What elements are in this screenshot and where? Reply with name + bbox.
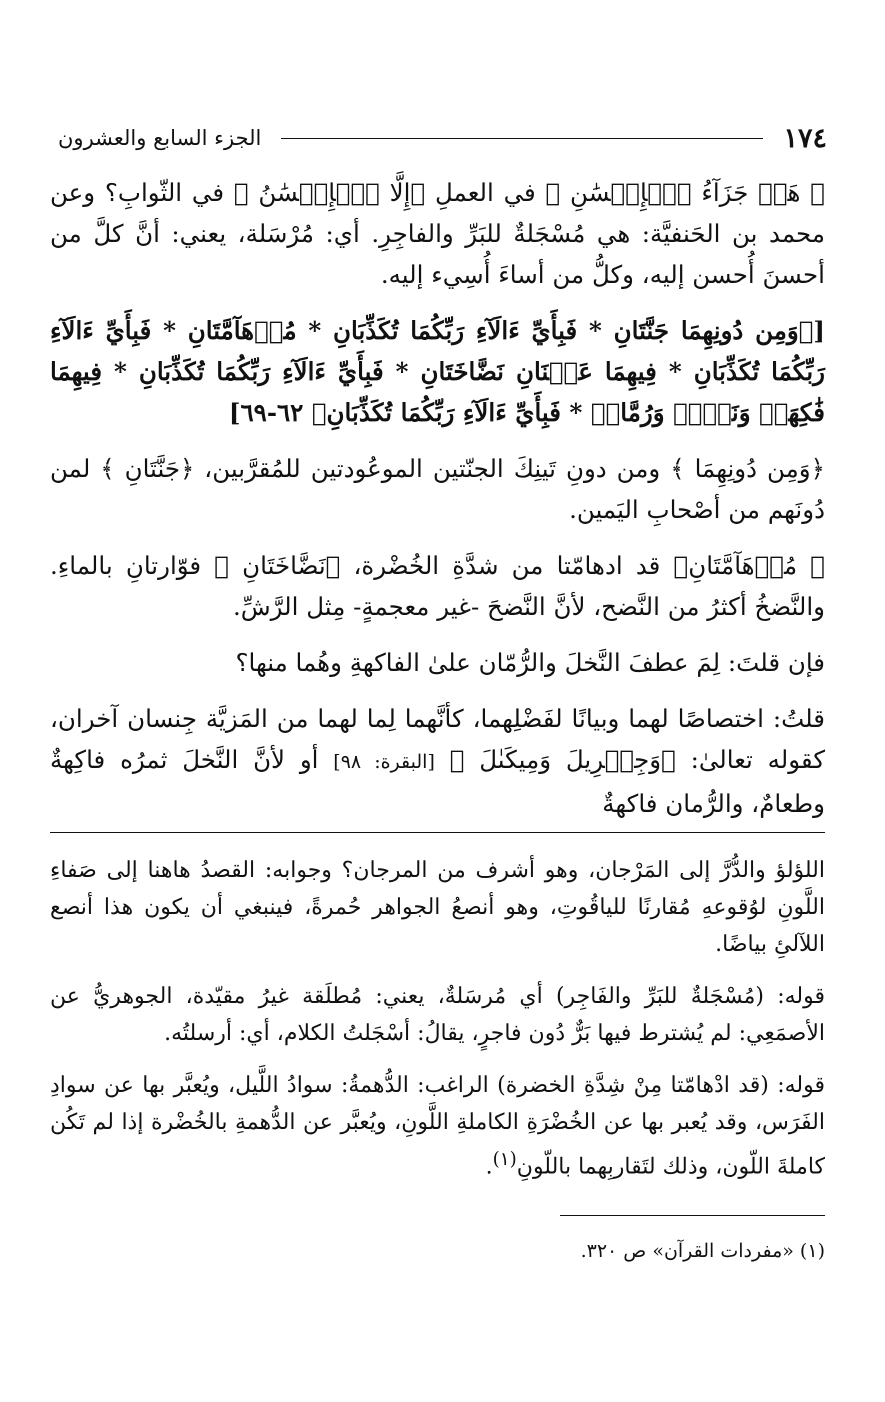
paragraph-4: ﴿ مُدۡهَآمَّتَانِ﴾ قد ادهامّتا من شدَّةِ الخُضْرة، ﴿نَضَّاخَتَانِ ﴾ فوّارتانِ بالماءِ. والنَّضخُ أكثرُ من النَّضح، لأنَّ النَّضحَ -غير معجمةٍ- مِثل الرَّشِّ. (50, 551, 825, 621)
footnote: (١) «مفردات القرآن» ص ٣٢٠. (580, 1240, 825, 1262)
header-rule (281, 138, 763, 139)
commentary-paragraph-3 (50, 1067, 825, 1185)
commentary-text (50, 852, 825, 1200)
commentary-paragraph-3-text: قوله: (قد ادْهامّتا مِنْ شِدَّةِ الخضرة) الراغب: الدُّهمةُ: سوادُ اللَّيل، ويُعبَّر بها عن سوادِ الفَرَس، وقد يُعبر بها عن الخُضْرَةِ الكاملةِ اللَّونِ، ويُعبَّر عن الدُّهمةِ بالخُضْرة إذا لم تَكُن كاملةَ اللّون، وذلك لتَقاربِهما باللّونِ (50, 1073, 825, 1180)
paragraph-6-part-b: أو لأنَّ النَّخلَ ثمرُه فاكِهةٌ وطعامٌ، والرُّمان فاكهةٌ (50, 745, 825, 818)
commentary-paragraph-1: اللؤلؤ والدُّرَّ إلى المَرْجان، وهو أشرف من المرجان؟ وجوابه: القصدُ هاهنا إلى صَفاءِ اللَّونِ لوُقوعهِ مُقارنًا للياقُوتِ، وهو أنصعُ الجواهر حُمرةً، فينبغي أن يكون هذا أنصع اللآلئِ بياضًا. (50, 858, 825, 957)
running-head (58, 118, 827, 158)
quran-verses: [﴿وَمِن دُونِهِمَا جَنَّتَانِ * فَبِأَيِّ ءَالَآءِ رَبِّكُمَا تُكَذِّبَانِ * مُدۡهَآمَّتَانِ * فَبِأَيِّ ءَالَآءِ رَبِّكُمَا تُكَذِّبَانِ * فِيهِمَا عَيۡنَانِ نَضَّاخَتَانِ * فَبِأَيِّ ءَالَآءِ رَبِّكُمَا تُكَذِّبَانِ * فِيهِمَا فَٰكِهَةٞ وَنَخۡلٞ وَرُمَّانٞ * فَبِأَيِّ ءَالَآءِ رَبِّكُمَا تُكَذِّبَانِ﴾ ٦٢-٦٩] (50, 316, 825, 427)
commentary-divider (50, 832, 825, 833)
paragraph-6 (50, 698, 825, 824)
volume-title: الجزء السابع والعشرون (58, 126, 262, 150)
paragraph-5: فإن قلتَ: لِمَ عطفَ النَّخلَ والرُّمّان علىٰ الفاكهةِ وهُما منها؟ (235, 648, 825, 677)
footnote-marker: (١) (492, 1149, 517, 1170)
paragraph-3: ﴿وَمِن دُونِهِمَا ﴾ ومن دونِ تَينِكَ الجنّتين الموعُودتين للمُقرَّبين، ﴿جَنَّتَانِ ﴾ لمن دُونَهم من أصْحابِ اليَمين. (50, 454, 825, 524)
paragraph-1: ﴿ هَلۡ جَزَآءُ ٱلۡإِحۡسَٰنِ ﴾ في العملِ ﴿إِلَّا ٱلۡإِحۡسَٰنُ ﴾ في الثّوابِ؟ وعن محمد بن الحَنفيَّة: هي مُسْجَلةٌ للبَرِّ والفاجِرِ. أي: مُرْسَلة، يعني: أنَّ كلَّ من أحسنَ أُحسن إليه، وكلُّ من أساءَ أُسِيء إليه. (50, 178, 825, 289)
verse-reference: [البقرة: ٩٨] (333, 751, 435, 773)
commentary-paragraph-3-end: . (485, 1154, 493, 1180)
main-text (50, 172, 825, 839)
footnote-rule (560, 1215, 825, 1216)
paragraph-6-part-a: قلتُ: اختصاصًا لهما وبيانًا لفَضْلِهما، كأنَّهما لِما لهما من المَزيَّة جِنسان آخران، كقوله تعالىٰ: ﴿وَجِبۡرِيلَ وَمِيكَىٰلَ ﴾ (50, 704, 825, 774)
page-number: ١٧٤ (783, 122, 827, 154)
commentary-paragraph-2: قوله: (مُسْجَلةٌ للبَرِّ والفَاجِر) أي مُرسَلةٌ، يعني: مُطلَقة غيرُ مقيّدة، الجوهريُّ عن الأصمَعِي: لم يُشترط فيها بَرٌّ دُون فاجرٍ، يقالُ: أسْجَلتُ الكلام، أي: أرسلتُه. (50, 984, 825, 1046)
